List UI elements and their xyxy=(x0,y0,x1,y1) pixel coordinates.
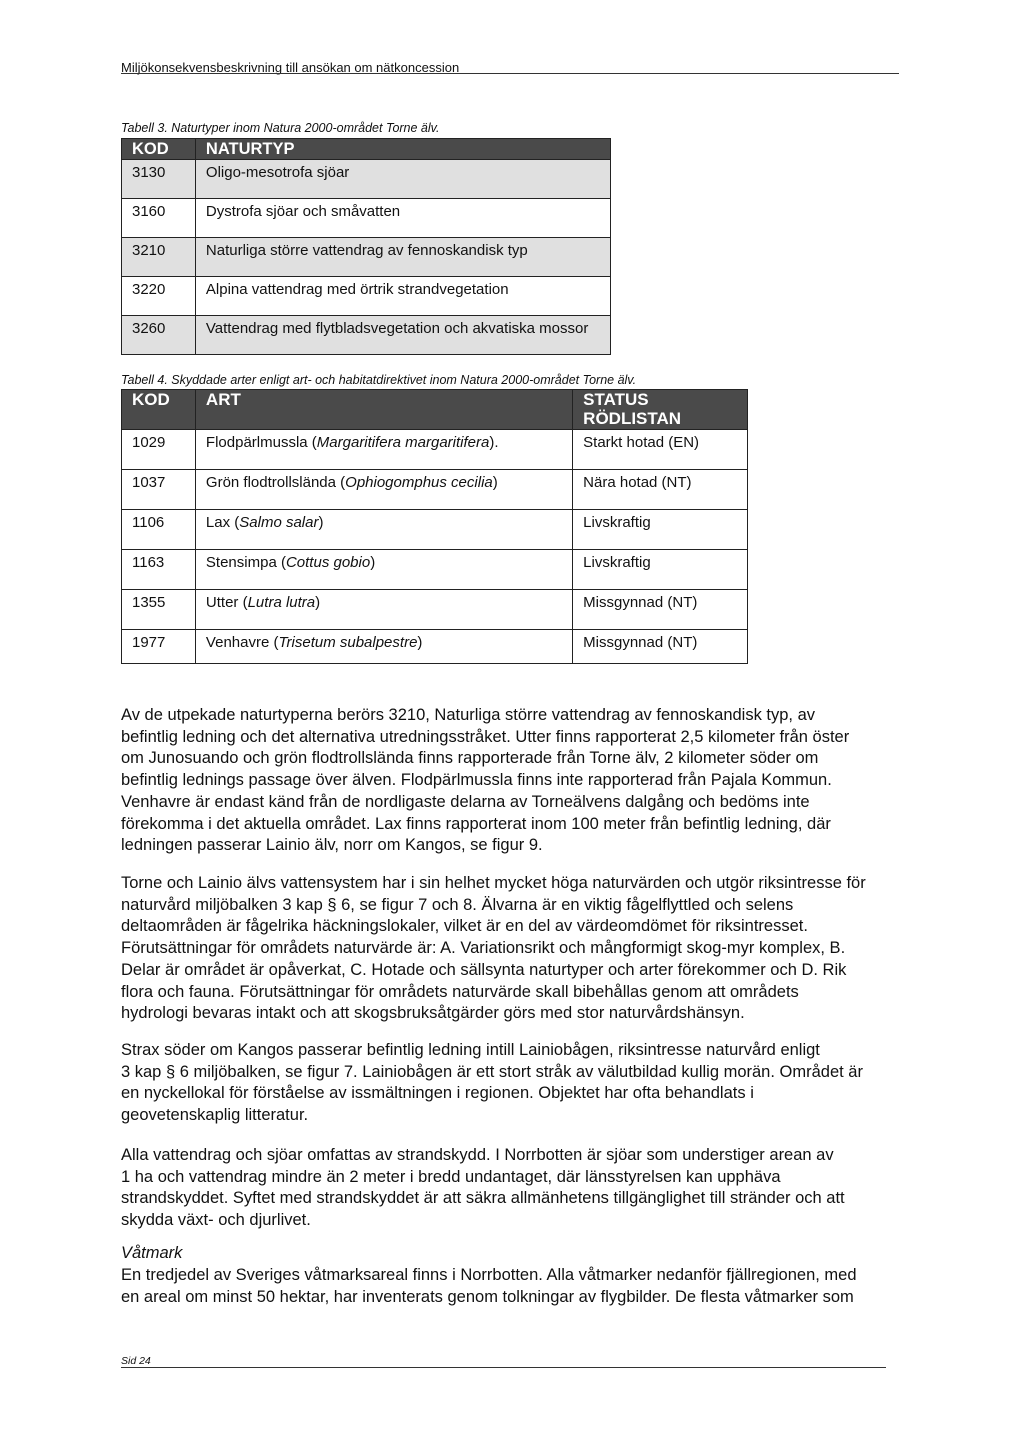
table-row xyxy=(122,160,611,199)
table4-cell-kod: 1029 xyxy=(122,430,196,470)
table3-naturtyper xyxy=(121,138,611,355)
table4-cell-status: Nära hotad (NT) xyxy=(573,470,748,510)
table3-cell-naturtyp: Naturliga större vattendrag av fennoskandisk typ xyxy=(195,238,610,277)
table3-cell-naturtyp: Dystrofa sjöar och småvatten xyxy=(195,199,610,238)
table3-cell-kod: 3130 xyxy=(122,160,196,199)
table-row xyxy=(122,630,748,664)
paragraph-line: naturvård miljöbalken 3 kap § 6, se figur 7 och 8. Älvarna är en viktig fågelflyttled och selens xyxy=(121,895,794,914)
species-common-name: Stensimpa ( xyxy=(205,554,286,571)
table4-cell-kod: 1355 xyxy=(122,590,196,630)
paragraph-line: ledningen passerar Lainio älv, norr om Kangos, se figur 9. xyxy=(121,836,543,855)
page-footer xyxy=(121,1355,886,1367)
table-row xyxy=(122,316,611,355)
species-common-name: Flodpärlmussla ( xyxy=(205,434,317,451)
paragraph-line: en nyckellokal för förståelse av issmältningen i regionen. Objektet har ofta behandlats i xyxy=(121,1084,754,1103)
table4-cell-status: Starkt hotad (EN) xyxy=(573,430,748,470)
table-row xyxy=(122,550,748,590)
paragraph-line: befintlig ledning och det alternativa utredningsstråket. Utter finns rapporterat 2,5 kilometer från öster xyxy=(121,727,850,746)
paragraph-line: förekomma i det aktuella området. Lax finns rapporterat inom 100 meter från befintlig ledning, där xyxy=(121,814,831,833)
table-row xyxy=(122,277,611,316)
table-row xyxy=(122,238,611,277)
species-common-name: Venhavre ( xyxy=(205,634,279,651)
table-row xyxy=(122,430,748,470)
species-suffix: ) xyxy=(315,594,321,611)
table4-cell-kod: 1163 xyxy=(122,550,196,590)
table4-cell-status: Livskraftig xyxy=(573,550,748,590)
paragraph-line: Alla vattendrag och sjöar omfattas av strandskydd. I Norrbotten är sjöar som understiger arean av xyxy=(121,1146,834,1164)
paragraph-line: 1 ha och vattendrag mindre än 2 meter i bredd undantaget, där länsstyrelsen kan upphäva xyxy=(121,1167,781,1186)
paragraph-line: Strax söder om Kangos passerar befintlig ledning intill Lainiobågen, riksintresse naturvård enligt xyxy=(121,1041,820,1059)
paragraph-4 xyxy=(121,1145,906,1232)
species-suffix: ) xyxy=(417,634,423,651)
table4-cell-status: Missgynnad (NT) xyxy=(573,590,748,630)
table-row xyxy=(122,590,748,630)
species-suffix: ) xyxy=(492,474,498,491)
footer-rule xyxy=(121,1367,886,1368)
table3-caption: Tabell 3. Naturtyper inom Natura 2000-området Torne älv. xyxy=(121,121,440,135)
table3-header-naturtyp: NATURTYP xyxy=(195,139,610,160)
table4-cell-art xyxy=(195,550,572,590)
subheading-vatmark: Våtmark xyxy=(121,1244,183,1262)
species-latin-name: Ophiogomphus cecilia xyxy=(345,474,493,491)
paragraph-line: flora och fauna. Förutsättningar för områdets naturvärde skall bibehållas genom att områdets xyxy=(121,982,799,1001)
table3-cell-naturtyp: Vattendrag med flytbladsvegetation och akvatiska mossor xyxy=(195,316,610,355)
species-common-name: Grön flodtrollslända ( xyxy=(205,474,346,491)
paragraph-line: strandskyddet. Syftet med strandskyddet är att säkra allmänhetens tillgänglighet till stränder och att xyxy=(121,1189,845,1208)
table4-arter xyxy=(121,389,748,664)
table4-cell-kod: 1106 xyxy=(122,510,196,550)
table4-caption: Tabell 4. Skyddade arter enligt art- och habitatdirektivet inom Natura 2000-området Torne älv. xyxy=(121,373,637,387)
table3-header-kod: KOD xyxy=(122,139,196,160)
table4-cell-art xyxy=(195,470,572,510)
table3-cell-naturtyp: Oligo-mesotrofa sjöar xyxy=(195,160,610,199)
header-title: Miljökonsekvensbeskrivning till ansökan om nätkoncession xyxy=(121,60,460,75)
species-latin-name: Salmo salar xyxy=(239,514,319,531)
paragraph-line: hydrologi bevaras intakt och att skogsbruksåtgärder görs med stor naturvårdshänsyn. xyxy=(121,1004,745,1023)
species-suffix: ) xyxy=(318,514,324,531)
table4-header-art: ART xyxy=(195,390,572,430)
paragraph-2 xyxy=(121,873,906,1025)
paragraph-line: Förutsättningar för områdets naturvärde är: A. Variationsrikt och mångformigt skog-myr komplex, B. xyxy=(121,939,846,958)
paragraph-line: Torne och Lainio älvs vattensystem har i sin helhet mycket höga naturvärden och utgör riksintresse för xyxy=(121,874,866,892)
paragraph-5 xyxy=(121,1265,906,1308)
header-rule xyxy=(121,73,899,74)
table3-cell-kod: 3260 xyxy=(122,316,196,355)
table4-header-row xyxy=(122,390,748,430)
paragraph-3 xyxy=(121,1040,906,1127)
table4-cell-status: Livskraftig xyxy=(573,510,748,550)
paragraph-line: skydda växt- och djurlivet. xyxy=(121,1211,311,1230)
table3-cell-kod: 3210 xyxy=(122,238,196,277)
paragraph-line: befintlig lednings passage över älven. Flodpärlmussla finns inte rapporterad från Pajala Kommun. xyxy=(121,771,832,790)
table4-cell-status: Missgynnad (NT) xyxy=(573,630,748,664)
table4-cell-art xyxy=(195,510,572,550)
table4-header-status: STATUS RÖDLISTAN xyxy=(573,390,748,430)
table4-header-kod: KOD xyxy=(122,390,196,430)
paragraph-line: deltaområden är fågelrika häckningslokaler, vilket är en del av värdeomdömet för riksintresset. xyxy=(121,917,808,936)
table-row xyxy=(122,470,748,510)
table3-cell-kod: 3220 xyxy=(122,277,196,316)
page-number: Sid 24 xyxy=(121,1355,151,1367)
table3-cell-naturtyp: Alpina vattendrag med örtrik strandvegetation xyxy=(195,277,610,316)
page-header xyxy=(121,60,899,76)
paragraph-line: Delar är området är opåverkat, C. Hotade och sällsynta naturtyper och arter förekommer och D. Rik xyxy=(121,960,847,979)
table3-cell-kod: 3160 xyxy=(122,199,196,238)
species-latin-name: Cottus gobio xyxy=(285,554,371,571)
table-row xyxy=(122,510,748,550)
paragraph-line: Av de utpekade naturtyperna berörs 3210, Naturliga större vattendrag av fennoskandisk typ, av xyxy=(121,706,816,724)
table4-cell-art xyxy=(195,630,572,664)
paragraph-line: en areal om minst 50 hektar, har inventerats genom tolkningar av flygbilder. De flesta våtmarker som xyxy=(121,1287,854,1306)
species-latin-name: Lutra lutra xyxy=(247,594,316,611)
table3-header-row xyxy=(122,139,611,160)
table4-cell-art xyxy=(195,590,572,630)
table4-cell-kod: 1977 xyxy=(122,630,196,664)
species-latin-name: Trisetum subalpestre xyxy=(278,634,418,651)
paragraph-line: 3 kap § 6 miljöbalken, se figur 7. Lainiobågen är ett stort stråk av välutbildad kullig morän. Området är xyxy=(121,1062,863,1081)
paragraph-1 xyxy=(121,705,906,857)
table-row xyxy=(122,199,611,238)
paragraph-line: om Junosuando och grön flodtrollslända finns rapporterade från Torne älv, 2 kilometer söder om xyxy=(121,749,819,768)
paragraph-line: En tredjedel av Sveriges våtmarksareal finns i Norrbotten. Alla våtmarker nedanför fjällregionen, med xyxy=(121,1266,857,1284)
species-common-name: Utter ( xyxy=(205,594,248,611)
paragraph-line: Venhavre är endast känd från de nordligaste delarna av Torneälvens dalgång och bedöms inte xyxy=(121,792,810,811)
species-common-name: Lax ( xyxy=(205,514,240,531)
species-suffix: ). xyxy=(489,434,499,451)
species-latin-name: Margaritifera margaritifera xyxy=(316,434,490,451)
table4-cell-kod: 1037 xyxy=(122,470,196,510)
species-suffix: ) xyxy=(370,554,376,571)
table4-cell-art xyxy=(195,430,572,470)
paragraph-line: geovetenskaplig litteratur. xyxy=(121,1106,309,1125)
